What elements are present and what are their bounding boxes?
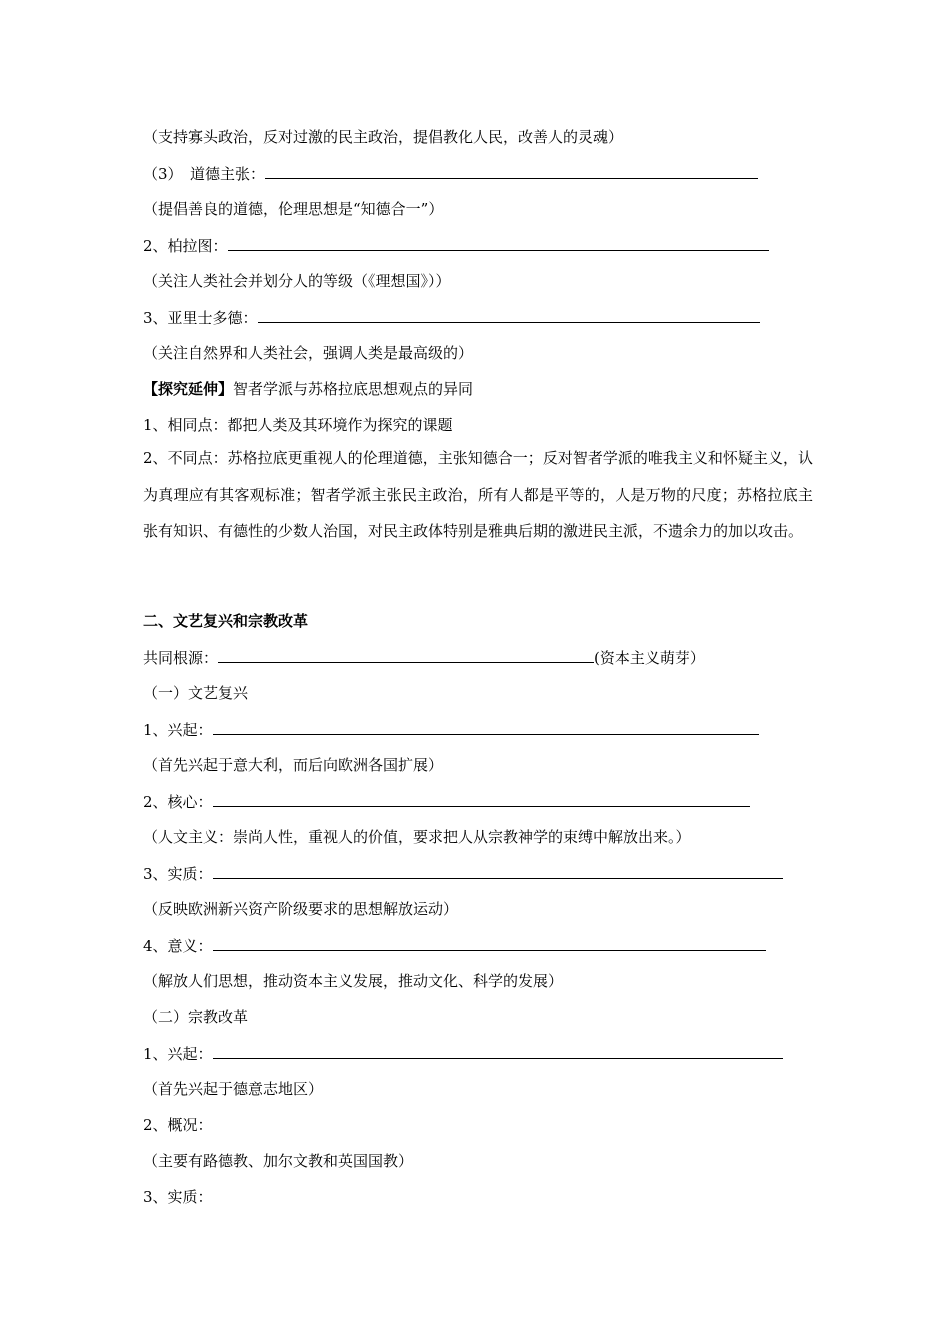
question-line bbox=[143, 235, 769, 256]
text-line: （反映欧洲新兴资产阶级要求的思想解放运动） bbox=[143, 900, 459, 918]
answer-blank[interactable] bbox=[213, 1043, 783, 1059]
question-line bbox=[143, 307, 760, 328]
subsection-heading: （一）文艺复兴 bbox=[143, 684, 249, 702]
text-line: （解放人们思想，推动资本主义发展，推动文化、科学的发展） bbox=[143, 972, 564, 990]
question-label: 1、兴起： bbox=[143, 721, 213, 739]
question-label: （3） 道德主张： bbox=[143, 165, 266, 183]
text-line: （提倡善良的道德，伦理思想是“知德合一”） bbox=[143, 200, 444, 218]
subsection-heading: （二）宗教改革 bbox=[143, 1008, 249, 1026]
answer-blank[interactable] bbox=[265, 163, 758, 179]
text-line: （支持寡头政治，反对过激的民主政治，提倡教化人民，改善人的灵魂） bbox=[143, 128, 624, 146]
question-line bbox=[143, 791, 750, 812]
question-label: 4、意义： bbox=[143, 937, 213, 955]
answer-blank[interactable] bbox=[258, 307, 760, 323]
text-line: （首先兴起于意大利，而后向欧洲各国扩展） bbox=[143, 756, 444, 774]
question-label: 3、亚里士多德： bbox=[143, 309, 258, 327]
text-line: 1、相同点：都把人类及其环境作为探究的课题 bbox=[143, 416, 453, 434]
text-line: （关注人类社会并划分人的等级（《理想国》）） bbox=[143, 272, 451, 290]
question-label: 2、柏拉图： bbox=[143, 237, 228, 255]
text-line: （人文主义：崇尚人性，重视人的价值，要求把人从宗教神学的束缚中解放出来。） bbox=[143, 828, 691, 846]
answer-blank[interactable] bbox=[228, 235, 769, 251]
question-line bbox=[143, 647, 705, 668]
answer-blank[interactable] bbox=[218, 647, 594, 663]
answer-blank[interactable] bbox=[213, 791, 750, 807]
text-line: （关注自然界和人类社会，强调人类是最高级的） bbox=[143, 344, 474, 362]
answer-blank[interactable] bbox=[213, 863, 783, 879]
question-line bbox=[143, 163, 758, 184]
section-line bbox=[143, 379, 473, 399]
question-line bbox=[143, 719, 759, 740]
question-label: 3、实质： bbox=[143, 865, 213, 883]
text-line: （主要有路德教、加尔文教和英国国教） bbox=[143, 1152, 414, 1170]
question-label: 1、兴起： bbox=[143, 1045, 213, 1063]
question-label: 共同根源： bbox=[143, 649, 219, 667]
question-line bbox=[143, 863, 783, 884]
answer-blank[interactable] bbox=[213, 935, 766, 951]
question-label: 2、核心： bbox=[143, 793, 213, 811]
question-note: (资本主义萌芽） bbox=[594, 649, 705, 667]
question-line bbox=[143, 935, 766, 956]
section-text: 智者学派与苏格拉底思想观点的异同 bbox=[233, 380, 474, 398]
question-line bbox=[143, 1043, 783, 1064]
answer-blank[interactable] bbox=[213, 719, 759, 735]
section-tag: 【探究延伸】 bbox=[143, 380, 234, 398]
text-paragraph: 2、不同点：苏格拉底更重视人的伦理道德，主张知德合一；反对智者学派的唯我主义和怀疑主义，认为真理应有其客观标准；智者学派主张民主政治，所有人都是平等的，人是万物的尺度；苏格拉底主张有知识、有德性的少数人治国，对民主政体特别是雅典后期的激进民主派，不遗余力的加以攻击。 bbox=[143, 449, 813, 540]
question-line: 2、概况： bbox=[143, 1116, 213, 1134]
text-line: （首先兴起于德意志地区） bbox=[143, 1080, 324, 1098]
section-heading: 二、文艺复兴和宗教改革 bbox=[143, 612, 309, 630]
question-line: 3、实质： bbox=[143, 1188, 213, 1206]
